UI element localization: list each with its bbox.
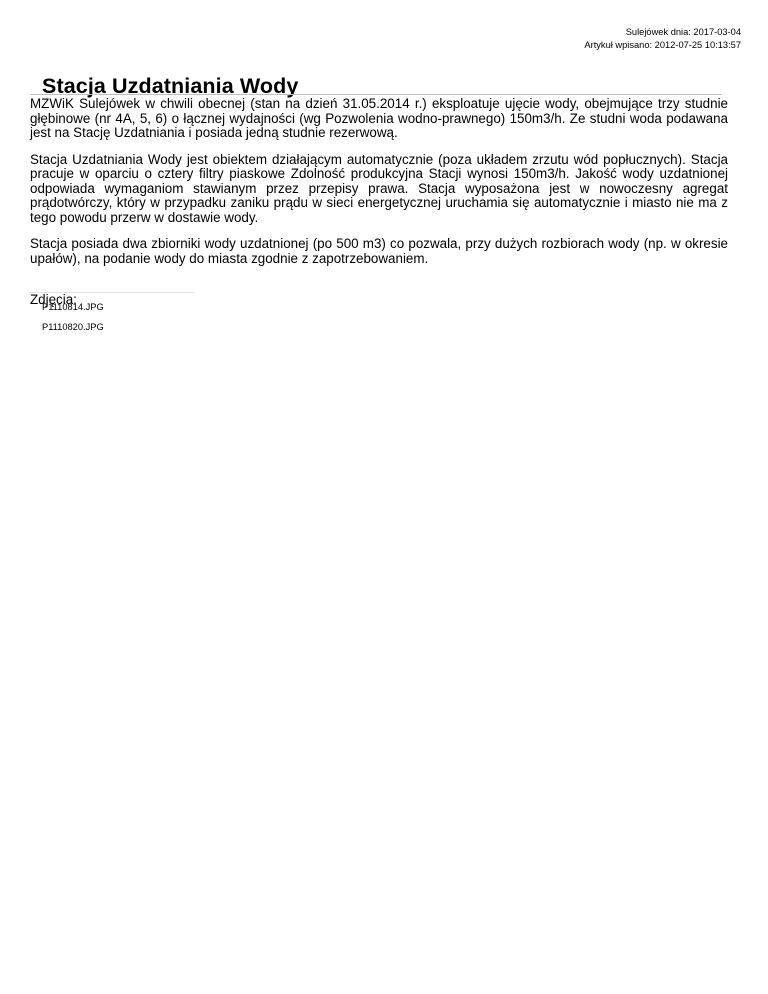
photo-file-link[interactable]: P1110820.JPG (42, 322, 104, 332)
article-body (30, 97, 728, 278)
article-paragraph-3: Stacja posiada dwa zbiorniki wody uzdatnionej (po 500 m3) co pozwala, przy dużych rozbiorach wody (np. w okresie upałów), na podanie wody do miasta zgodnie z zapotrzebowaniem. (30, 236, 728, 266)
title-divider (30, 94, 722, 95)
article-paragraph-2: Stacja Uzdatniania Wody jest obiektem działającym automatycznie (poza układem zrzutu wód popłucznych). Stacja pracuje w oparciu o cztery filtry piaskowe Zdolność produkcyjna Stacji wynosi 150m3/h. Jakość wody uzdatnionej odpowiada wymaganiom stawianym przez przepisy prawa. Stacja wyposażona jest w nowoczesny agregat prądotwórczy, który w przypadku zaniku prądu w sieci energetycznej uruchamia się automatycznie i miasto nie ma z tego powodu przerw w dostawie wody. (30, 151, 728, 225)
photos-label: Zdjęcia: (30, 292, 77, 307)
article-title: Stacja Uzdatniania Wody (42, 74, 299, 98)
article-paragraph-1: MZWiK Sulejówek w chwili obecnej (stan na dzień 31.05.2014 r.) eksploatuje ujęcie wody, obejmujące trzy studnie głębinowe (nr 4A, 5, 6) o łącznej wydajności (wg Pozwolenia wodno-prawnego) 150m3/h. Ze studni woda podawana jest na Stację Uzdatniania i posiada jedną studnie rezerwową. (30, 96, 728, 140)
photo-file-link[interactable]: P1110814.JPG (42, 302, 104, 312)
posted-date: Artykuł wpisano: 2012-07-25 10:13:57 (584, 40, 741, 50)
print-date: Sulejówek dnia: 2017-03-04 (625, 27, 741, 37)
